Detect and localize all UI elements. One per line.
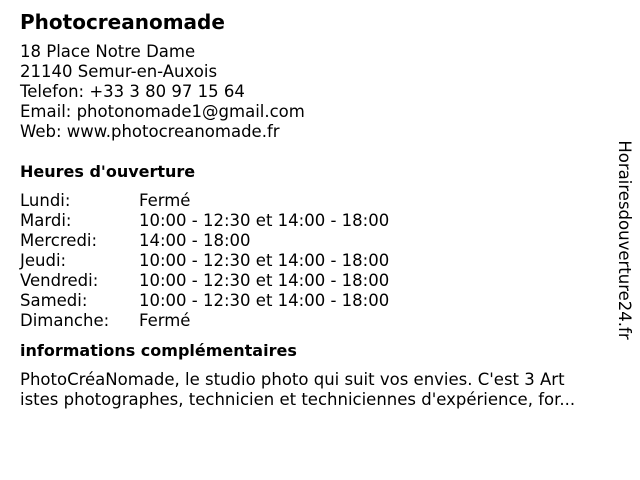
additional-info-line: PhotoCréaNomade, le studio photo qui suit vos envies. C'est 3 Art [20,370,565,389]
hours-row [20,311,610,331]
hours-row [20,251,610,271]
hours-row [20,231,610,251]
hours-time: 14:00 - 18:00 [139,231,251,250]
hours-time: Fermé [139,191,191,210]
hours-time: 10:00 - 12:30 et 14:00 - 18:00 [139,211,390,230]
hours-day: Mardi: [20,211,72,230]
hours-row [20,211,610,231]
address-street: 18 Place Notre Dame [20,42,196,61]
email-address: Email: photonomade1@gmail.com [20,102,305,121]
business-card [20,10,610,410]
hours-time: 10:00 - 12:30 et 14:00 - 18:00 [139,251,390,270]
hours-day: Samedi: [20,291,88,310]
hours-day: Lundi: [20,191,71,210]
website-address: Web: www.photocreanomade.fr [20,122,280,141]
address-city: 21140 Semur-en-Auxois [20,62,218,81]
hours-row [20,191,610,211]
opening-hours-title: Heures d'ouverture [20,162,196,181]
hours-day: Mercredi: [20,231,98,250]
brand-watermark: Horairesdouverture24.fr [615,140,634,340]
hours-day: Dimanche: [20,311,110,330]
phone-number: Telefon: +33 3 80 97 15 64 [20,82,245,101]
hours-time: 10:00 - 12:30 et 14:00 - 18:00 [139,271,390,290]
additional-info-text [20,370,610,410]
additional-info-title: informations complémentaires [20,341,297,360]
hours-time: 10:00 - 12:30 et 14:00 - 18:00 [139,291,390,310]
opening-hours-table [20,191,610,331]
hours-time: Fermé [139,311,191,330]
hours-row [20,291,610,311]
additional-info-line: istes photographes, technicien et techniciennes d'expérience, for... [20,390,576,409]
hours-row [20,271,610,291]
contact-block [20,42,610,142]
hours-day: Vendredi: [20,271,99,290]
hours-day: Jeudi: [20,251,67,270]
business-name: Photocreanomade [20,10,225,34]
